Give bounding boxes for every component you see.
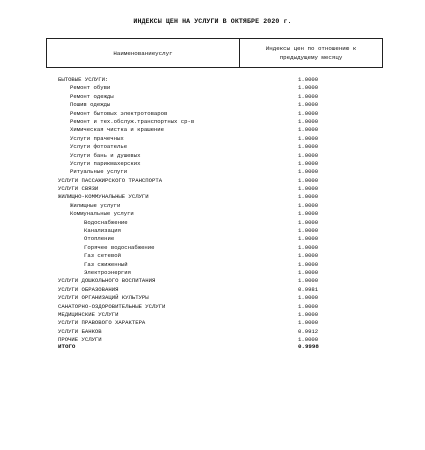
table-row [58,193,358,201]
service-name: Ремонт обуви [70,84,111,92]
header-index-column: Индексы цен по отношению к предыдущему месяцу [265,45,357,61]
service-name: Услуги парикмахерских [70,159,141,167]
service-name: САНАТОРНО-ОЗДОРОВИТЕЛЬНЫЕ УСЛУГИ [58,302,166,310]
table-row [58,311,358,319]
service-name: Водоснабжение [84,218,128,226]
table-row [58,294,358,302]
table-body [58,76,358,345]
price-index-value: 1.0000 [298,277,319,285]
table-row [58,118,358,126]
table-row [58,261,358,269]
service-name: УСЛУГИ ПАССАЖИРСКОГО ТРАНСПОРТА [58,176,163,184]
table-row [58,110,358,118]
service-name: Услуги прачечных [70,134,124,142]
table-row [58,269,358,277]
total-label: ИТОГО [58,343,76,350]
table-row [58,126,358,134]
price-index-value: 1.0000 [298,168,319,176]
table-row [58,177,358,185]
service-name: ПРОЧИЕ УСЛУГИ [58,336,102,344]
price-index-value: 1.0000 [298,76,319,83]
table-row [58,227,358,235]
service-name: Ремонт и тех.обслуж.транспортных ср-в [70,117,195,125]
service-name: Коммунальные услуги [70,210,134,218]
price-index-value: 1.0000 [298,176,319,184]
service-name: БЫТОВЫЕ УСЛУГИ: [58,76,109,83]
table-row [58,235,358,243]
price-index-value: 1.0000 [298,84,319,92]
service-name: Отопление [84,235,115,243]
table-row [58,303,358,311]
service-name: УСЛУГИ ДОШКОЛЬНОГО ВОСПИТАНИЯ [58,277,156,285]
price-index-value: 1.0000 [298,210,319,218]
service-name: Газ сетевой [84,252,121,260]
header-name-column: Наименованиеуслуг [47,39,240,67]
price-index-value: 1.0000 [298,302,319,310]
table-row [58,202,358,210]
price-index-value: 1.0000 [298,201,319,209]
table-row [58,84,358,92]
price-index-value: 1.0000 [298,218,319,226]
price-index-value: 1.0000 [298,336,319,344]
table-row [58,93,358,101]
table-row [58,219,358,227]
price-index-value: 1.0000 [298,319,319,327]
price-index-value: 1.0000 [298,252,319,260]
price-index-value: 1.0000 [298,227,319,235]
total-row [58,343,358,350]
service-name: Ремонт одежды [70,92,114,100]
price-index-value: 0.9912 [298,327,319,335]
service-name: УСЛУГИ БАНКОВ [58,327,102,335]
service-name: Жилищные услуги [70,201,121,209]
table-row [58,76,358,84]
price-index-value: 1.0000 [298,143,319,151]
table-row [58,244,358,252]
service-name: МЕДИЦИНСКИЕ УСЛУГИ [58,310,119,318]
service-name: Услуги фотоателье [70,143,128,151]
service-name: Пошив одежды [70,101,111,109]
price-index-value: 1.0000 [298,117,319,125]
service-name: Канализация [84,227,121,235]
price-index-value: 1.0000 [298,159,319,167]
service-name: УСЛУГИ ПРАВОВОГО ХАРАКТЕРА [58,319,146,327]
service-name: УСЛУГИ ОРГАНИЗАЦИЙ КУЛЬТУРЫ [58,294,149,302]
table-row [58,143,358,151]
table-row [58,319,358,327]
price-index-value: 1.0000 [298,101,319,109]
table-row [58,185,358,193]
price-index-value: 1.0000 [298,268,319,276]
price-index-value: 1.0000 [298,92,319,100]
table-row [58,286,358,294]
table-row [58,328,358,336]
price-index-value: 1.0000 [298,126,319,134]
price-index-value: 1.0000 [298,134,319,142]
table-row [58,168,358,176]
price-index-value: 0.9981 [298,285,319,293]
price-index-value: 1.0000 [298,310,319,318]
table-row [58,252,358,260]
table-row [58,160,358,168]
table-row [58,152,358,160]
price-index-value: 1.0000 [298,151,319,159]
price-index-value: 1.0000 [298,260,319,268]
service-name: ЖИЛИЩНО-КОММУНАЛЬНЫЕ УСЛУГИ [58,193,149,201]
price-index-value: 1.0000 [298,109,319,117]
service-name: УСЛУГИ ОБРАЗОВАНИЯ [58,285,119,293]
table-row [58,101,358,109]
page-title: ИНДЕКСЫ ЦЕН НА УСЛУГИ В ОКТЯБРЕ 2020 г. [133,18,292,25]
service-name: Горячее водоснабжение [84,243,155,251]
table-row [58,135,358,143]
price-index-value: 1.0000 [298,193,319,201]
service-name: Газ сжиженный [84,260,128,268]
price-index-value: 1.0000 [298,294,319,302]
service-name: Ремонт бытовых электротоваров [70,109,168,117]
table-row [58,277,358,285]
price-index-value: 1.0000 [298,185,319,193]
total-value: 0.9998 [298,343,319,350]
service-name: Услуги бань и душевых [70,151,141,159]
service-name: УСЛУГИ СВЯЗИ [58,185,99,193]
table-header [46,38,383,68]
service-name: Химическая чистка и крашение [70,126,164,134]
service-name: Электроэнергия [84,268,131,276]
table-row [58,210,358,218]
service-name: Ритуальные услуги [70,168,128,176]
price-index-value: 1.0000 [298,235,319,243]
price-index-value: 1.0000 [298,243,319,251]
